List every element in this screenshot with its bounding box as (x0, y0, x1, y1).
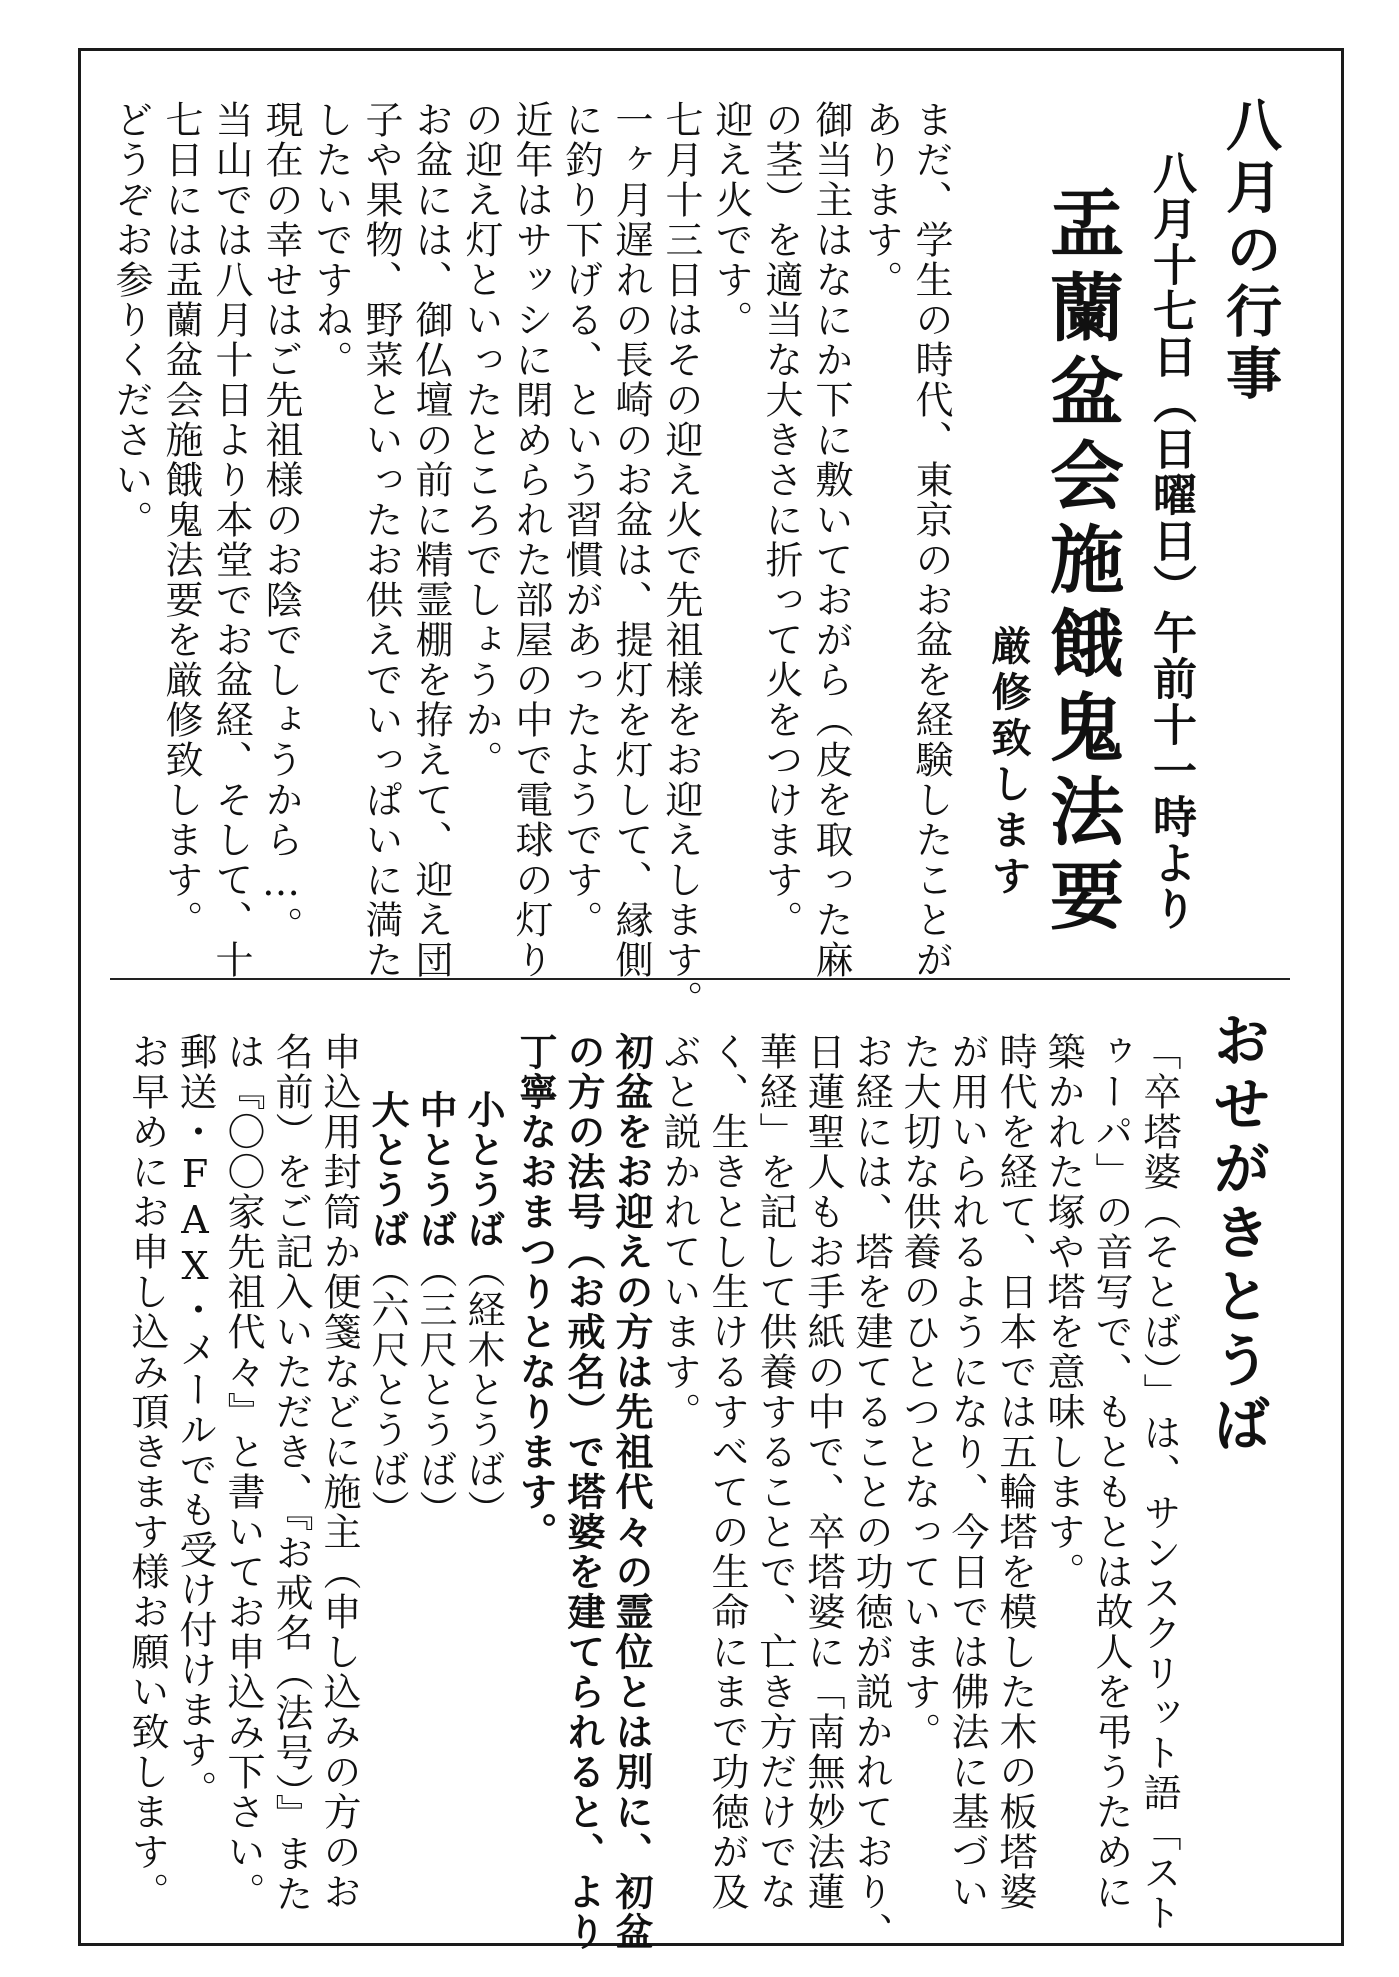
touba-size-note: （三尺とうば） (413, 1250, 457, 1530)
bottom-paragraph-line: ゥーパ」の音写で、もともとは故人を弔うために (1089, 1032, 1133, 1912)
top-paragraph-line: あります。 (859, 100, 903, 300)
touba-size-small (461, 1090, 506, 1530)
top-paragraph-line: 迎え火です。 (709, 100, 753, 340)
application-instructions-line: は『〇〇家先祖代々』と書いてお申込み下さい。 (221, 1032, 265, 1912)
top-paragraph-line: 子や果物、野菜といったお供えでいっぱいに満た (359, 100, 403, 980)
bottom-paragraph-line: く、生きとし生けるすべての生命にまで功徳が及 (705, 1032, 749, 1912)
top-paragraph-line: まだ、学生の時代、東京のお盆を経験したことが (909, 100, 953, 980)
application-instructions-line: 名前）をご記入いただき、『お戒名（法号）』また (269, 1032, 313, 1914)
event-performed: 厳修致します (985, 625, 1032, 901)
bottom-paragraph-line: 華経」を記して供養することで、亡き方だけでな (753, 1032, 797, 1912)
top-paragraph-line: どうぞお参りください。 (109, 100, 153, 540)
bottom-paragraph-line: 日蓮聖人もお手紙の中で、卒塔婆に「南無妙法蓮 (801, 1032, 845, 1912)
application-instructions-line: お早めにお申し込み頂きます様お願い致します。 (125, 1032, 169, 1912)
section-title-osegaki-touba: おせがきとうば (1203, 1010, 1271, 1458)
top-paragraph-line: に釣り下げる、という習慣があったようです。 (559, 100, 603, 940)
section-title-august-events: 八月の行事 (1217, 96, 1283, 406)
application-instructions-line: 郵送・FAX・メールでも受け付けます。 (173, 1032, 217, 1810)
top-paragraph-line: 七日には盂蘭盆会施餓鬼法要を厳修致します。 (159, 100, 203, 940)
bottom-paragraph-line: 「卒塔婆（そとば）」は、サンスクリット語「スト (1137, 1032, 1181, 1933)
bottom-paragraph-line: 築かれた塚や塔を意味します。 (1041, 1032, 1085, 1592)
event-name: 盂蘭盆会施餓鬼法要 (1038, 185, 1124, 941)
touba-size-name: 小とうば (461, 1090, 506, 1250)
bottom-paragraph-line: が用いられるようになり、今日では佛法に基づい (945, 1032, 989, 1912)
top-paragraph-line: の茎）を適当な大きさに折って火をつけます。 (759, 100, 803, 940)
top-paragraph-line: の迎え灯といったところでしょうか。 (459, 100, 503, 780)
top-paragraph-line: 七月十三日はその迎え火で先祖様をお迎えします。 (659, 100, 703, 1020)
top-paragraph-line: 当山では八月十日より本堂でお盆経、そして、十 (209, 100, 253, 980)
top-paragraph-line: 御当主はなにか下に敷いておがら（皮を取った麻 (809, 100, 853, 980)
touba-size-name: 大とうば (365, 1090, 410, 1250)
top-paragraph-line: したいですね。 (309, 100, 353, 380)
top-paragraph-line: 近年はサッシに閉められた部屋の中で電球の灯り (509, 100, 553, 980)
first-obon-note-line: の方の法号（お戒名）で塔婆を建てられると、より (561, 1032, 606, 1952)
touba-size-note: （六尺とうば） (365, 1250, 409, 1530)
touba-size-large (365, 1090, 410, 1530)
top-paragraph-line: お盆には、御仏壇の前に精霊棚を拵えて、迎え団 (409, 100, 453, 980)
bottom-paragraph-line: お経には、塔を建てることの功徳が説かれており、 (849, 1032, 893, 1952)
first-obon-note-line: 初盆をお迎えの方は先祖代々の霊位とは別に、初盆 (609, 1032, 654, 1952)
bottom-paragraph-line: た大切な供養のひとつとなっています。 (897, 1032, 941, 1752)
bottom-paragraph-line: 時代を経て、日本では五輪塔を模した木の板塔婆 (993, 1032, 1037, 1912)
touba-size-note: （経木とうば） (461, 1250, 505, 1530)
top-paragraph-line: 一ヶ月遅れの長崎のお盆は、提灯を灯して、縁側 (609, 100, 653, 980)
touba-size-medium (413, 1090, 458, 1530)
top-paragraph-line: 現在の幸せはご先祖様のお陰でしょうから…。 (259, 100, 303, 946)
event-date: 八月十七日（日曜日）午前十一時より (1145, 150, 1196, 932)
application-instructions-line: 申込用封筒か便箋などに施主（申し込みの方のお (317, 1032, 361, 1912)
bottom-paragraph-line: ぶと説かれています。 (657, 1032, 701, 1432)
first-obon-note-line: 丁寧なおまつりとなります。 (513, 1032, 558, 1552)
touba-size-name: 中とうば (413, 1090, 458, 1250)
